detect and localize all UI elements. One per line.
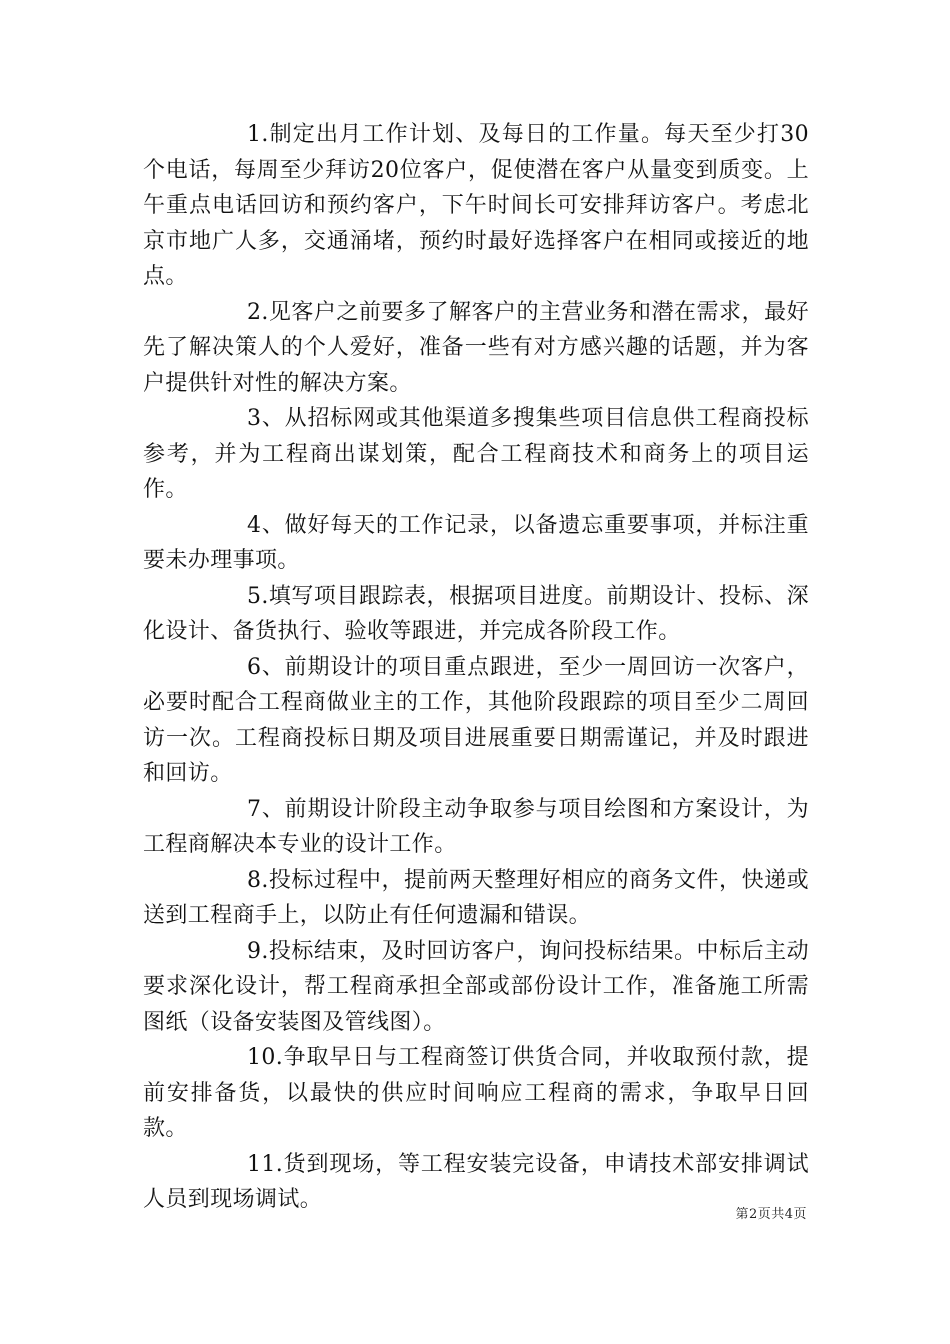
document-body: [143, 117, 809, 1218]
paragraph-4: 4、做好每天的工作记录，以备遗忘重要事项，并标注重要未办理事项。: [143, 512, 809, 573]
paragraph-10: 10.争取早日与工程商签订供货合同，并收取预付款，提前安排备货，以最快的供应时间响应工程商的需求，争取早日回款。: [143, 1045, 809, 1141]
paragraph-1: 1.制定出月工作计划、及每日的工作量。每天至少打30个电话，每周至少拜访20位客户，促使潜在客户从量变到质变。上午重点电话回访和预约客户，下午时间长可安排拜访客户。考虑北京市地广人多，交通涌堵，预约时最好选择客户在相同或接近的地点。: [143, 122, 809, 289]
page-number-footer: 第2页共4页: [735, 1207, 807, 1222]
paragraph-8: 8.投标过程中，提前两天整理好相应的商务文件，快递或送到工程商手上，以防止有任何遗漏和错误。: [143, 867, 809, 928]
paragraph-2: 2.见客户之前要多了解客户的主营业务和潜在需求，最好先了解决策人的个人爱好，准备一些有对方感兴趣的话题，并为客户提供针对性的解决方案。: [143, 299, 809, 396]
paragraph-6: 6、前期设计的项目重点跟进，至少一周回访一次客户，必要时配合工程商做业主的工作，其他阶段跟踪的项目至少二周回访一次。工程商投标日期及项目进展重要日期需谨记，并及时跟进和回访。: [143, 654, 809, 786]
paragraph-9: 9.投标结束，及时回访客户，询问投标结果。中标后主动要求深化设计，帮工程商承担全部或部份设计工作，准备施工所需图纸（设备安装图及管线图）。: [143, 938, 809, 1035]
paragraph-5: 5.填写项目跟踪表，根据项目进度。前期设计、投标、深化设计、备货执行、验收等跟进，并完成各阶段工作。: [143, 583, 809, 644]
paragraph-7: 7、前期设计阶段主动争取参与项目绘图和方案设计，为工程商解决本专业的设计工作。: [143, 796, 809, 857]
paragraph-3: 3、从招标网或其他渠道多搜集些项目信息供工程商投标参考，并为工程商出谋划策，配合工程商技术和商务上的项目运作。: [143, 406, 809, 502]
paragraph-11: 11.货到现场，等工程安装完设备，申请技术部安排调试人员到现场调试。: [143, 1151, 809, 1212]
